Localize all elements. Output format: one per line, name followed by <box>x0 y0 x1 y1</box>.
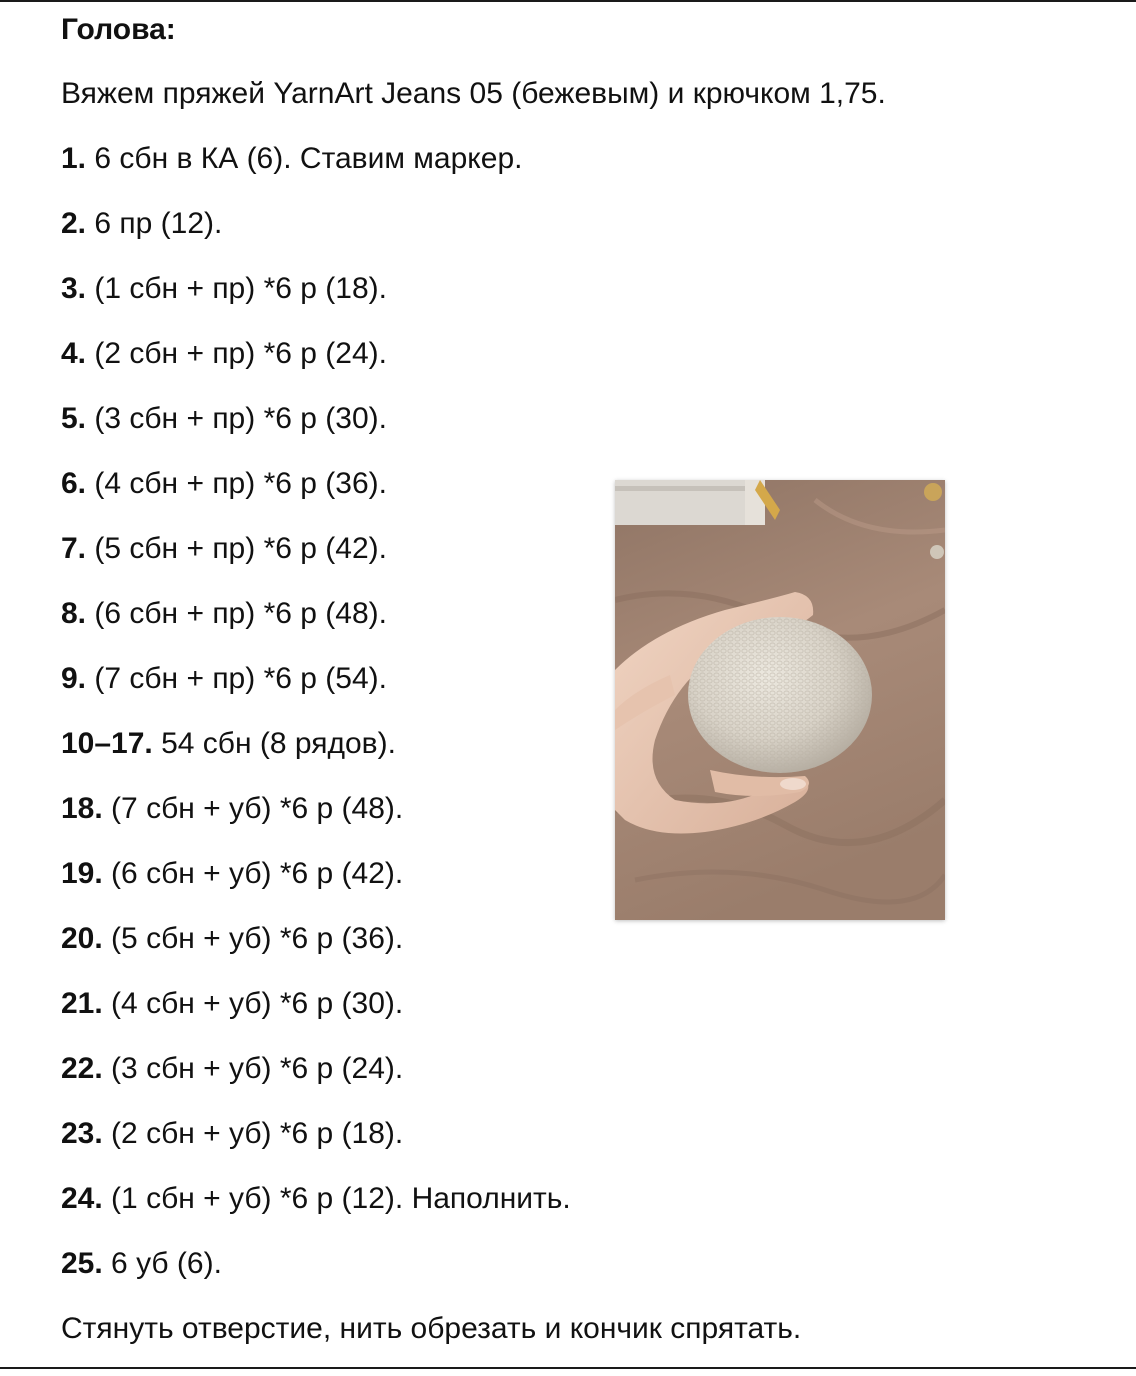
pattern-row <box>61 1116 403 1152</box>
row-text: (3 сбн + пр) *6 р (30). <box>86 402 387 435</box>
row-number: 9. <box>61 662 87 695</box>
row-text: (4 сбн + пр) *6 р (36). <box>86 467 387 500</box>
row-text: (1 сбн + пр) *6 р (18). <box>86 272 387 305</box>
row-number: 3. <box>61 272 87 305</box>
row-text: (1 сбн + уб) *6 р (12). Наполнить. <box>102 1182 571 1215</box>
row-number: 7. <box>61 532 87 565</box>
pattern-row <box>61 466 387 502</box>
row-number: 4. <box>61 337 87 370</box>
pattern-row <box>61 596 387 632</box>
pattern-row <box>61 726 396 762</box>
row-number: 22. <box>61 1052 103 1085</box>
row-text: 6 уб (6). <box>102 1247 222 1280</box>
row-text: (5 сбн + уб) *6 р (36). <box>102 922 404 955</box>
pattern-row <box>61 986 403 1022</box>
row-text: (7 сбн + пр) *6 р (54). <box>86 662 387 695</box>
row-text: 6 сбн в КА (6). Ставим маркер. <box>86 142 523 175</box>
row-number: 10–17. <box>61 727 153 760</box>
row-number: 25. <box>61 1247 103 1280</box>
row-text: (3 сбн + уб) *6 р (24). <box>102 1052 404 1085</box>
row-number: 6. <box>61 467 87 500</box>
pattern-row <box>61 271 387 307</box>
row-number: 23. <box>61 1117 103 1150</box>
pattern-row <box>61 401 387 437</box>
pattern-row <box>61 921 403 957</box>
row-number: 2. <box>61 207 87 240</box>
row-number: 20. <box>61 922 103 955</box>
row-number: 18. <box>61 792 103 825</box>
row-text: (7 сбн + уб) *6 р (48). <box>102 792 404 825</box>
row-number: 21. <box>61 987 103 1020</box>
pattern-row <box>61 1181 571 1217</box>
row-text: (6 сбн + уб) *6 р (42). <box>102 857 404 890</box>
section-title: Голова: <box>61 13 176 46</box>
row-number: 24. <box>61 1182 103 1215</box>
pattern-row <box>61 856 403 892</box>
pattern-row <box>61 141 522 177</box>
row-number: 1. <box>61 142 87 175</box>
row-text: (4 сбн + уб) *6 р (30). <box>102 987 404 1020</box>
row-number: 5. <box>61 402 87 435</box>
top-divider <box>0 0 1136 2</box>
row-text: (2 сбн + уб) *6 р (18). <box>102 1117 404 1150</box>
intro-text: Вяжем пряжей YarnArt Jeans 05 (бежевым) и крючком 1,75. <box>61 77 886 110</box>
pattern-row <box>61 1051 403 1087</box>
row-number: 8. <box>61 597 87 630</box>
photo-illustration <box>615 480 945 920</box>
row-text: (6 сбн + пр) *6 р (48). <box>86 597 387 630</box>
pattern-row <box>61 336 387 372</box>
bottom-divider <box>0 1367 1136 1369</box>
closing-text: Стянуть отверстие, нить обрезать и кончик спрятать. <box>61 1312 802 1345</box>
pattern-row <box>61 1246 222 1282</box>
row-text: 54 сбн (8 рядов). <box>152 727 396 760</box>
crochet-ball-photo <box>615 480 945 920</box>
pattern-row <box>61 206 222 242</box>
pattern-row <box>61 661 387 697</box>
row-text: (5 сбн + пр) *6 р (42). <box>86 532 387 565</box>
row-number: 19. <box>61 857 103 890</box>
row-text: 6 пр (12). <box>86 207 223 240</box>
pattern-row <box>61 791 403 827</box>
pattern-row <box>61 531 387 567</box>
row-text: (2 сбн + пр) *6 р (24). <box>86 337 387 370</box>
